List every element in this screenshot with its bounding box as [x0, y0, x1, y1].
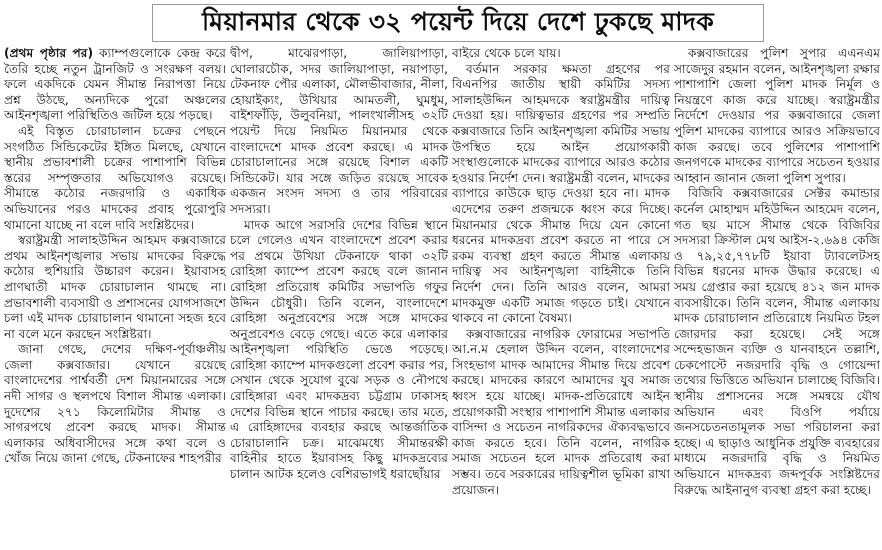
paragraph: এই বিস্তৃত চোরাচালান চক্রের পেছনে সংগঠিত সিন্ডিকেটের ইঙ্গিত মিলছে, যেখানে স্থানীয় প্রভাবশালী চক্রের পাশাপাশি বিভিন্ন স্তরের সম্পৃক্ততার অভিযোগও রয়েছে। সীমান্তে কঠোর নজরদারি ও একাধিক অভিযানের পরও মাদকের প্রবাহ পুরোপুরি থামানো যাচ্ছে না বলে দাবি সংশ্লিষ্টদের।: [4, 123, 226, 232]
paragraph: মাদক আগে সরাসরি দেশের বিভিন্ন স্থানে চলে গেলেও এখন বাংলাদেশে প্রবেশ করার পর প্রথমে উখিয়া টেকনাফে থাকা ৩২টি রোহিঙ্গা ক্যাম্পে প্রবেশ করছে বলে জানান রোহিঙ্গা প্রতিরোধ কমিটির সভাপতি গফুর উদ্দিন চৌধুরী। তিনি বলেন, বাংলাদেশে রোহিঙ্গা অনুপ্রবেশের সঙ্গে সঙ্গে মাদকের অনুপ্রবেশও বেড়ে গেছে। এতে করে এলাকার আইনশৃঙ্খলা পরিস্থিতি ভেঙে পড়েছে। রোহিঙ্গা ক্যাম্পে মাদকগুলো প্রবেশ করার পর, সেখান থেকে সুযোগ বুঝে সড়ক ও নৌপথে রোহিঙ্গারা এবং মাদকদ্রব্য চট্টগ্রাম ঢাকাসহ দেশের বিভিন্ন স্থানে পাচার করছে। তার মতে, এ রোহিঙ্গাদের ব্যবহার করছে আন্তর্জাতিক চোরাচালানি চক্র। মাঝেমধ্যে সীমান্তরক্ষী বাহিনীর হাতে ইয়াবাসহ কিছু মাদকদ্রব্যের চালান আটক হলেও বেশিরভাগই ধরাছোঁয়ার: [230, 217, 448, 482]
column-3: [452, 46, 670, 546]
paragraph: বাইরে থেকে চলে যায়।: [452, 46, 561, 60]
paragraph: জানা গেছে, দেশের দক্ষিণ-পূর্বাঞ্চলীয় জেলা কক্সবাজার। যেখানে রয়েছে বাংলাদেশের পার্শ্ববর্তী দেশ মিয়ানমারের সঙ্গে নদী সাগর ও স্থলপথে বিশাল সীমান্ত এলাকা। দুদেশের ২৭১ কিলোমিটার সীমান্ত ও সাগরপথে প্রবেশ করছে মাদক। সীমান্ত এলাকার অধিবাসীদের সঙ্গে কথা বলে ও খোঁজ নিয়ে জানা গেছে, টেকনাফের শাহপরীর: [4, 342, 226, 466]
continued-from-marker: (প্রথম পৃষ্ঠার পর): [4, 46, 94, 60]
paragraph: [4, 46, 226, 124]
article-body: [4, 46, 878, 546]
column-4: [674, 46, 880, 546]
paragraph: কক্সবাজারের নাগরিক ফোরামের সভাপতি আ.ন.ম হেলাল উদ্দিন বলেন, বাংলাদেশের সিংহভাগ মাদক আমাদের সীমান্ত দিয়ে প্রবেশ করছে। মাদকের কারণে আমাদের যুব সমাজ ধ্বংস হয়ে যাচ্ছে। মাদক-প্রতিরোধে আইন প্রয়োগকারী সংস্থার পাশাপাশি সীমান্ত এলাকার বাসিন্দা ও সচেতন নাগরিকদের ঐক্যবদ্ধভাবে কাজ করতে হবে। তিনি বলেন, নাগরিক সমাজ সচেতন হলে মাদক প্রতিরোধ করা সম্ভব। তবে সরকারের দায়িত্বশীল ভূমিকা রাখা প্রয়োজন।: [452, 326, 670, 497]
paragraph: দ্বীপ, মাঝেরপাড়া, জালিয়াপাড়া, ঘোলারচৌক, সদর জালিয়াপাড়া, নয়াপাড়া, টেকনাফ পৌর এলাকা, মৌলভীবাজার, নীলা, হোয়াইক্যং, উখিয়ার আমতলী, ঘুমধুম, বাইশফাঁড়ি, উলুবনিয়া, পালংখালীসহ ৩২টি পয়েন্ট দিয়ে নিয়মিত মিয়ানমার থেকে বাংলাদেশে মাদক প্রবেশ করছে। এ মাদক চোরাচালানের সঙ্গে রয়েছে বিশাল একটি সিন্ডিকেট। যার সঙ্গে জড়িত রয়েছে সাবেক একজন সংসদ সদস্য ও তার পরিবারের সদস্যরা।: [230, 46, 448, 216]
headline-box: [152, 4, 764, 42]
paragraph: বিজিবি কক্সবাজারের সেক্টর কমান্ডার কর্নেল মোহাম্মদ মহিউদ্দিন আহমেদ বলেন, গত ছয় মাসে সীমান্ত থেকে বিজিবির সদস্যরা ক্রিস্টাল মেথ আইস-২.৬৯৪ কেজি ও ৭৯,২৫,৭৭৮টি ইয়াবা ট্যাবলেটসহ বিভিন্ন ধরনের মাদক উদ্ধার করেছে। এ সময় গ্রেপ্তার করা হয়েছে ৪১২ জন মাদক ব্যবসায়ীকে। তিনি বলেন, সীমান্ত এলাকায় মাদক চোরাচালান প্রতিরোধে নিয়মিত টহল জোরদার করা হয়েছে। সেই সঙ্গে সন্দেহভাজন ব্যক্তি ও যানবাহনে তল্লাশি, চেকপোস্টে নজরদারি বৃদ্ধি ও গোয়েন্দা তথ্যের ভিত্তিতে অভিযান চালাচ্ছে বিজিবি। স্থানীয় প্রশাসনের সঙ্গে সমন্বয়ে যৌথ অভিযান এবং বিওপি পর্যায়ে জনসচেতনতামূলক সভা পরিচালনা করা হচ্ছে। এ ছাড়াও আধুনিক প্রযুক্তি ব্যবহারের মাধ্যমে নজরদারি বৃদ্ধি ও নিয়মিত অভিযানে মাদকদ্রব্য জব্দপূর্বক সংশ্লিষ্টদের বিরুদ্ধে আইনানুগ ব্যবস্থা গ্রহণ করা হচ্ছে।: [674, 186, 880, 497]
column-1: [4, 46, 226, 546]
paragraph: কক্সবাজারের পুলিশ সুপার এএনএম সাজেদুর রহমান বলেন, আইনশৃঙ্খলা রক্ষার পাশাপাশি জেলা পুলিশ মাদক নির্মূল ও নিয়ন্ত্রণে কাজ করে যাচ্ছে। স্বরাষ্ট্রমন্ত্রীর নির্দেশে দেওয়ার পর কক্সবাজারে জেলা পুলিশ মাদকের ব্যাপারে আরও সক্রিয়ভাবে কাজ করছে। তবে পুলিশের পাশাপাশি জনগণকে মাদকের ব্যাপারে সচেতন হওয়ার আহ্বান জানান জেলা পুলিশ সুপার।: [674, 46, 880, 185]
paragraph: স্বরাষ্ট্রমন্ত্রী সালাহউদ্দিন আহমদ কক্সবাজারে প্রথম আইনশৃঙ্খলার সভায় মাদকের বিরুদ্ধে কঠোর হুশিয়ারি উচ্চারণ করেন। ইয়াবাসহ প্রাণঘাতী মাদক চোরাচালান থামছে না। প্রভাবশালী ব্যবসায়ী ও প্রশাসনের যোগসাজশে চলা এই মাদক চোরাচালান থামানো সহজ হবে না বলে মনে করছেন সংশ্লিষ্টরা।: [4, 233, 226, 341]
headline: মিয়ানমার থেকে ৩২ পয়েন্ট দিয়ে দেশে ঢুকছে মাদক: [202, 6, 714, 36]
paragraph: বর্তমান সরকার ক্ষমতা গ্রহণের পর বিএনপির জাতীয় স্থায়ী কমিটির সদস্য সালাহউদ্দিন আহমদকে স্বরাষ্ট্রমন্ত্রীর দায়িত্ব দেওয়া হয়। দায়িত্বভার গ্রহণের পর সম্প্রতি কক্সবাজারে তিনি আইনশৃঙ্খলা কমিটির সভায় উপস্থিত হয়ে আইন প্রয়োগকারী সংস্থাগুলোকে মাদকের ব্যাপারে আরও কঠোর হওয়ার নির্দেশ দেন। স্বরাষ্ট্রমন্ত্রী বলেন, মাদকের ব্যাপারে কাউকে ছাড় দেওয়া হবে না। মাদক এদেশের তরুণ প্রজন্মকে ধ্বংস করে দিচ্ছে। মিয়ানমার থেকে সীমান্ত দিয়ে যেন কোনো ধরনের মাদকদ্রব্য প্রবেশ করতে না পারে সে রকম ব্যবস্থা গ্রহণ করতে সীমান্ত এলাকায় দায়িত্ব সব আইনশৃঙ্খলা বাহিনীকে তিনি নির্দেশ দেন। তিনি আরও বলেন, আমরা মাদকমুক্ত একটি সমাজ গড়তে চাই। যেখানে থাকবে না কোনো বৈষম্য।: [452, 61, 670, 326]
column-2: [230, 46, 448, 546]
paragraph-text: ক্যাম্পগুলোকে কেন্দ্র করে তৈরি হচ্ছে নতুন ট্রানজিট ও সংরক্ষণ বলয়। ফলে একদিকে যেমন সীমান্ত নিরাপত্তা নিয়ে প্রশ্ন উঠছে, অন্যদিকে পুরো অঞ্চলের আইনশৃঙ্খলা পরিস্থিতিও জটিল হয়ে পড়ছে।: [4, 46, 226, 123]
